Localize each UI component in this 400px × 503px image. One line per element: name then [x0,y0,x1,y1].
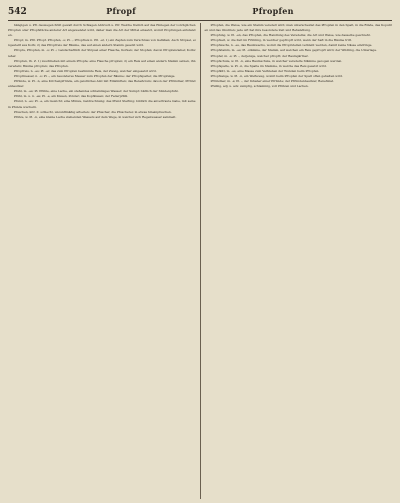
dictionary-entry: Pfropfung, w. Pl. -en, das Pfropfen, die Handlung des Veredelns; die Art und Weise, wie dasselbe geschieht. [210,33,371,38]
dictionary-entry: Pfropfreis, n. -es; Pl. -er, das zum Pfropfen bestimmte Reis, der Zweig, welcher eingesetzt wird. [14,68,157,73]
dictionary-entry: Pfropf, m. Pflr. Pfropf. Pfropfen, -s; Pl. -, Pfropfreis n. Pfl. -er, 1) ein Zapfen zum Verschluss von Gefäßen; Auch Stöpsel, eingestellt aus Kork; 2) das Pfropfreis der Bäume, das auf einen andern Stamm gesetzt wird. [8,38,196,48]
dictionary-entry: Pfuhlig, adj. u. adv. sumpfig, schlammig, voll Pfützen und Lachen. [210,84,309,89]
dictionary-entry: Pfühl, m. u. n. -es; Pl. -e, ein Kissen, Polster; das Kopfkissen; der Federpfühl. [14,94,129,99]
dictionary-entry: Pfuhl, m. -es; Pl. Pfühle, eine Lache, ein stehendes schlammiges Wasser; der Sumpf; bildlich der Sündenpfuhl. [14,89,179,94]
dictionary-entry: Pfund, n. -es; Pl. -e, ein Gewicht; eine Münze, Geldrechnung; das Pfund Sterling; bildlich die anvertraute Gabe, mit seinem Pfunde wuchern. [8,99,196,109]
dictionary-entry: Pfuschen, intr. Z. schlecht, unzunftmäßig arbeiten; der Pfuscher, die Pfuscherei; in etwas hineinpfuschen. [14,109,172,114]
dictionary-entry: Pfropfwachs, n. -es, das Baumwachs, womit die Pfropfstellen verklebt werden, damit keine Nässe eindringe. [210,43,373,48]
dictionary-entry: Pfropfmesser, n. -s; Pl. -, ein besonderes Messer zum Pfropfen der Bäume; der Pfropfspalter, die Pfropfsäge. [14,73,176,78]
running-head-left: Pfropf [106,6,137,16]
dictionary-entry: Pfropfzange, w. Pl. -n, ein Werkzeug, womit beim Pfropfen der Spalt offen gehalten wird. [210,73,343,78]
dictionary-entry: Pfropfen, th. Z. 1) zuschließen mit einem Pfropfe; eine Flasche pfropfen; 2) ein Reis auf einen andern Stamm setzen, ihn veredeln; Bäume pfropfen; das Pfropfen. [8,58,196,68]
dictionary-entry: Pfropfzeit, w. die Zeit im Frühling, in welcher gepfropft wird, wenn der Saft in die Bäume tritt. [210,38,352,43]
header-rule [8,20,392,21]
dictionary-entry: Pfropfer, m. -s; Pl. -, derjenige, welcher pfropft; der Baumgärtner. [210,53,309,58]
dictionary-entry: Pfropfen, die Weise, wie ein Stamm veredelt wird; man unterscheidet das Pfropfen in den Spalt, in die Rinde, das Kopuliren und das Okuliren; jede Art hat ihre besondere Zeit und Behandlung. [204,23,393,33]
dictionary-entry: hängigen u. Pfr. deswegen flößt gewalt durch Schlagen Abbruch u. Pfr. Welche freilich auf das Einlegen der vorzüglichen Pfropfen oder Pfropfstücke anderer Art angewendet wird, daher man die Art der Mittel einsetzt, womit Propfungen entstanden. [8,23,196,38]
page-number: 542 [8,7,27,17]
dictionary-entry: Pfropfkitt, m. -es, eine Masse zum Verkleben der Wunden beim Pfropfen. [210,68,320,73]
dictionary-entry: Pfropfschule, w. Pl. -n, eine Baumschule, in welcher veredelte Stämme gezogen werden. [210,58,343,63]
dictionary-entry: Pfütze, w. Pl. -n, eine kleine Lache stehenden Wassers auf dem Wege, in welcher sich Regenwasser sammelt. [14,114,177,119]
dictionary-entry: Pfropfstamm, m. -es; Pl. -stämme, der Stamm, auf welchen ein Reis gepfropft wird; der Wildling, die Unterlage. [210,48,378,53]
running-heads [48,6,352,16]
running-head-right: Pfropfen [252,6,294,16]
dictionary-entry: Pfründner, m. -s; Pl. -, der Inhaber einer Pfründe; der Pfründenbesitzer, Benefiziat. [210,79,335,84]
right-column [201,23,393,499]
page-header [8,6,392,20]
dictionary-entry: Pfropfspalte, w. Pl. -n, die Spalte im Stamme, in welche das Reis gesetzt wird. [210,63,327,68]
text-columns [8,23,392,499]
left-column [8,23,200,499]
dictionary-entry: Pfropfe, Pfropfen, m. -s; Pl. -; Landschaftlich der Stöpsel einer Flasche, Korken; der Stopfen; davon Pfropfenzieher, Korkzieher. [8,48,196,58]
dictionary-entry: Pfründe, w. Pl. -n, eine Kirchenpfründe, ein geistliches Amt mit Einkünften; das Beneficium; davon der Pfründner, Pfründenbesitzer. [8,79,196,89]
